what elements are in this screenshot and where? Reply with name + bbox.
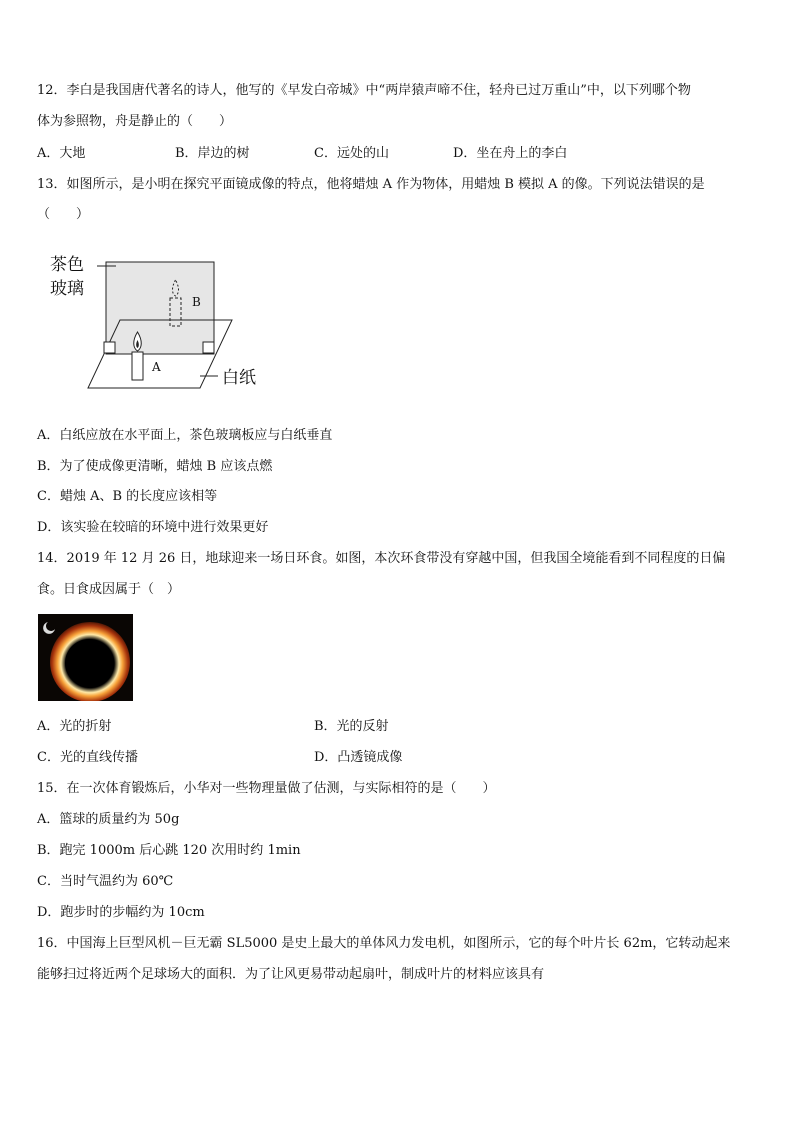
q12-option-c: C．远处的山 [314,146,389,161]
annular-eclipse-image [38,614,133,701]
q12-option-b: B．岸边的树 [175,146,250,161]
candle-b-label: B [192,295,201,309]
q14-option-a: A．光的折射 [37,719,112,734]
q15-option-a: A．篮球的质量约为 50g [37,812,180,827]
q15-stem: 15．在一次体育锻炼后，小华对一些物理量做了估测，与实际相符的是（ ） [37,781,496,796]
left-support-block [104,342,115,353]
q12-stem-line2: 体为参照物，舟是静止的（ ） [37,114,233,129]
plane-mirror-figure [40,248,280,398]
glass-label-1: 茶色 [50,255,84,275]
q13-option-a: A．白纸应放在水平面上，茶色玻璃板应与白纸垂直 [37,428,333,443]
q14-option-c: C．光的直线传播 [37,750,138,765]
q12-option-a: A．大地 [37,146,86,161]
moon-disk [65,639,113,687]
q13-stem-line1: 13．如图所示，是小明在探究平面镜成像的特点，他将蜡烛 A 作为物体，用蜡烛 B 模拟 A 的像。下列说法错误的是 [37,177,705,192]
right-support-block [203,342,214,353]
q14-stem-line2: 食。日食成因属于（ ） [37,582,181,597]
paper-label: 白纸 [222,368,256,388]
q15-option-c: C．当时气温约为 60℃ [37,874,174,889]
glass-label-2: 玻璃 [50,279,84,299]
q13-option-b: B．为了使成像更清晰，蜡烛 B 应该点燃 [37,459,273,474]
q13-option-d: D．该实验在较暗的环境中进行效果更好 [37,520,269,535]
q14-option-d: D．凸透镜成像 [314,750,403,765]
q16-stem-line2: 能够扫过将近两个足球场大的面积．为了让风更易带动起扇叶，制成叶片的材料应该具有 [37,967,545,982]
q13-option-c: C．蜡烛 A、B 的长度应该相等 [37,489,218,504]
candle-a [132,352,143,380]
q13-stem-line2: （ ） [37,207,90,222]
q15-option-b: B．跑完 1000m 后心跳 120 次用时约 1min [37,843,301,858]
q16-stem-line1: 16．中国海上巨型风机－巨无霸 SL5000 是史上最大的单体风力发电机，如图所示，它的每个叶片长 62m，它转动起来 [37,936,731,951]
q14-stem-line1: 14．2019 年 12 月 26 日，地球迎来一场日环食。如图，本次环食带没有穿越中国，但我国全境能看到不同程度的日偏 [37,551,726,566]
q14-option-b: B．光的反射 [314,719,389,734]
q12-option-d: D．坐在舟上的李白 [453,146,568,161]
candle-a-label: A [152,360,161,374]
q15-option-d: D．跑步时的步幅约为 10cm [37,905,205,920]
q12-stem-line1: 12．李白是我国唐代著名的诗人，他写的《早发白帝城》中“两岸猿声啼不住，轻舟已过万重山”中，以下列哪个物 [37,83,691,98]
